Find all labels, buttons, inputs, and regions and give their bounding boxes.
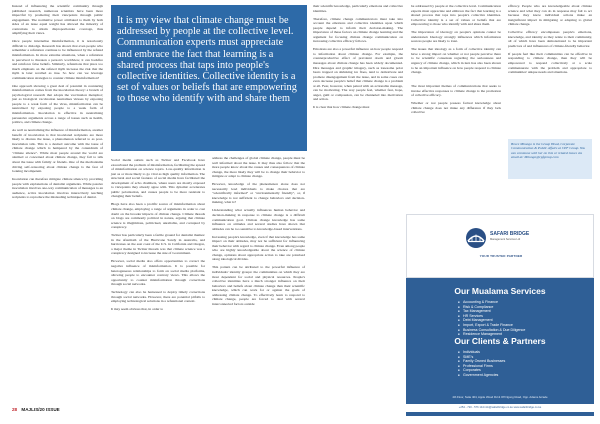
list-item: ■ Import, Export & Trade Finance	[458, 323, 525, 328]
paragraph: The most important themes of communications that seeks to invoke effective responses to climate change is the promotion of collective efficacy.	[411, 84, 501, 98]
paragraph: However, knowledge of the phenomenon alone does not necessarily lead individuals to make choices that are "scientifically informed" or "environmentally friendly", or, if knowledge is not sufficient to change behaviors and decision-making, what is?	[212, 182, 305, 205]
paragraph: If people feel like their communities can be effective in responding to climate change, then they will be empowered to respond collectively at a scale commensurate with the problem and appropriate to communities' unique needs and situations.	[508, 51, 592, 75]
list-item: ■ Individuals	[458, 350, 505, 355]
clients-list	[458, 350, 505, 378]
paragraph: Once people internalise misinformation, it is notoriously difficult to dislodge. Research has shown that even people who remember a refutation continue to be influenced by the refuted misinformation. In more extreme situations, when a refutation is perceived to threaten a person's worldview, it can backfire and reinforce false beliefs. Similarly, refutations that place too much emphasis on the refuted myth increase the risk that the myth is later recalled as true. So how can we leverage communication strategies to counter climate misinformation?	[12, 39, 103, 80]
company-logo	[465, 225, 537, 265]
paragraph: address the challenges of global climate change, people must be well informed about the issue. It may thus also follow that the more people know about the causes and consequences of climate change, the more likely they will be to change their behavior to mitigate or adapt to climate change.	[212, 156, 305, 179]
list-item: ■ Debt Management	[458, 318, 525, 323]
paragraph: Increasing people's knowledge, even if that knowledge has some impact on their attitudes, may not be sufficient for influencing their behavior with regard to climate change. Even among people who are highly knowledgeable about the science of climate change, opinions about appropriate action to take are polarised along ideological divides.	[212, 234, 305, 262]
author-bio-box: Bruce Mbungo is the Group Head, Corporate Communication & Public Affairs at CPF Group. You can commune with her on this or related issues via email at: Mbungo@cpfgroup.com	[508, 139, 592, 179]
paragraph: As well as neutralising the influence of misinformation, another benefit of inoculation is that inoculated recipients are more likely to discuss the issue, a phenomenon referred to as post-inoculation talk. This is a desired outcome with the issue of climate change which is hampered by the conundrum of "climate silence". While most people around the world are alarmed or concerned about climate change, they fail to talk about the issue with family or friends. One of the mechanisms driving self-censoring about climate change is the fear of looking incompetent.	[12, 128, 103, 174]
paragraph: This pattern can be attributed to the powerful influence of individuals' identity groups: the communities on which they are most dependent for social and physical resources. People's collective identities have a much stronger influence on their behaviors and beliefs about climate change than their scientific knowledge, which can work for or against the goals of addressing climate change. To effectively learn to respond to climate change, people are forced to deal with several interconnected factors outside	[212, 265, 305, 306]
list-item: ■ HR Services	[458, 314, 525, 319]
company-name: SAFARI BRIDGE	[490, 231, 530, 237]
list-item: ■ SME's	[458, 355, 505, 360]
page-number: 28	[12, 407, 18, 412]
list-item: ■ Accounting & Finance	[458, 300, 525, 305]
paragraph: Twitter has particularly been a fertile ground for denialist themes: in the aftermath of the Hurricane Sandy in Australia, and hurricanes on the east coast of the U.S. in California and Oregon, a major theme in Twitter threads was that climate science was a conspiracy designed to increase the size of Government.	[111, 233, 205, 256]
paragraph: efficacy. People who are knowledgeable about climate science and what they can do in response may fail to act because they know individual actions make an insignificant impact in mitigating or adapting to global climate change.	[508, 4, 592, 27]
article-column-1	[12, 4, 103, 203]
clients-heading: Our Clients & Partners	[454, 336, 546, 346]
article-column-6	[508, 4, 592, 78]
list-item: ■ Government Agencies	[458, 373, 505, 378]
paragraph: It is clear that how climate change must	[313, 105, 370, 110]
paragraph: be addressed by people at the collective level. Communication experts must appreciate and embrace the fact that learning is a shared process that taps into people's collective identities. Collective identity is a set of values or beliefs that are empowering to those who identify with and share them.	[411, 4, 501, 27]
article-column-4	[313, 4, 403, 113]
paragraph: Social media outlets such as Twitter and Facebook have exacerbated the problem of misinformation, facilitating the spread of misinformation on science topics. Low-quality information is just as or more likely to go viral as high quality information. The structural and social features of social media have facilitated the development of echo chambers, where users are mostly exposed to viewpoints they already agree with. This dynamic accelerates public polarisation, and causes people to be more resistant to changing their beliefs.	[111, 158, 205, 199]
paragraph: Understanding what actually influences human behavior and decision-making in response to climate change is a difficult communication goal. Climate change knowledge has some influence on attitudes and several studies have shown that attitudes can be too sensitive to knowledge-based interventions.	[212, 208, 305, 231]
company-tagline: YOUR TRUSTED PARTNER	[479, 254, 523, 258]
column-2-body	[111, 158, 205, 315]
paragraph: The importance of ideology on people's opinions cannot be understated. Ideology strongly influences which information sources people are likely to trust.	[411, 30, 501, 44]
list-item: ■ Risk & Compliance	[458, 305, 525, 310]
publication-name: MAJLIS/20 ISSUE	[21, 407, 60, 412]
paragraph: It may seem obvious that, in order to	[111, 307, 164, 312]
ad-address: 4th Floor, Suite 404, Apple Wood Rd & Off Ngong Road, Opp. Adams Arcade	[452, 395, 548, 399]
services-heading: Our Mualama Services	[454, 286, 546, 296]
paragraph: Collective efficacy encompasses people's emotions, knowledge, and identity as they relate to their community, all of which have been demonstrated to be important predictors of and influencers of climate-friendly behavior.	[508, 30, 592, 48]
article-column-3	[212, 156, 305, 310]
advertisement	[406, 214, 594, 416]
paragraph: Blogs have also been a prolific source of misinformation about climate change, employing a range of arguments in order to cast doubt on the broader impacts of climate change. Climate threads on blogs are commonly political in nature, arguing that climate science is illegitimate, politicised, unreliable, and corrupted by conspiracy.	[111, 202, 205, 230]
article-column-5	[411, 4, 501, 118]
paragraph: The issues that ideology as a form of collective identity can have a strong impact on whether or not people perceive there to be scientific consensus regarding the seriousness and urgency of climate change, which in turn has also been shown to be an important influence on how people respond to climate change.	[411, 47, 501, 75]
paragraph: Instead of influencing the scientific community through published research, numerous scientists have been more impactful by promoting their viewpoints through public engagement. The normative power attributed to them by both sides of an issue equal weight has allowed the minority of contrarians to obtain disproportionate coverage, thus amplifying their views.	[12, 4, 103, 36]
ad-contact-bar: +254 - 720 - 576 144 info@safaribridge.co.ke www.safaribridge.co.ke	[406, 404, 594, 412]
list-item: ■ Business Consultation & Due Diligence	[458, 328, 525, 333]
paragraph: Whether or not people possess factual knowledge about climate change does not make any difference if they lack collective	[411, 101, 501, 115]
paragraph: One approach showing a great deal of potential in countering misinformation comes from the inoculation theory: a branch of psychological research that adopts the vaccination metaphor; just as biological vaccination neutralises viruses by exposing people to a weak form of the virus, misinformation can be neutralised by exposing people to a weak form of misinformation. Inoculation is effective in neutralising persuasive arguments across a range of issues such as health, politics, and climate change.	[12, 83, 103, 125]
services-list	[458, 300, 525, 337]
list-item: ■ Family Owned Businesses	[458, 359, 505, 364]
list-item: ■ Corporates	[458, 368, 505, 373]
bridge-logo-icon	[465, 227, 487, 249]
paragraph: Emotions are also a powerful influence on how people respond to information about climate change. For example, the counterproductive effect of prevalent doom and gloom messages about climate change has been widely documented. Dire messages and graphic imagery, such as lonesome polar bears trapped on shrinking ice floes, tend to demotivate and promote disengagement from the issue, and in some cases can even decrease people's belief that climate change is a problem at all. Fear, however, when paired with an actionable message, can be motivating. The way people feel, whether fear, hope, anger, guilt or compassion, can be channeled into motivation and action.	[313, 47, 403, 102]
paragraph: their scientific knowledge, particularly emotions and collective identities.	[313, 4, 403, 13]
company-subtitle: Management Services Ltd	[490, 238, 521, 241]
paragraph: Technology can also be harnessed to deploy timely corrections through social networks. However, there are potential pitfalls to employing technological solutions in a refutational context.	[111, 290, 205, 304]
paragraph: Inoculation can therefore mitigate climate silence by providing people with explanations of denialist arguments. While passive inoculation involves one-way communication of messages to an audience, active inoculation involves interactively teaching recipients to reproduce the misleading techniques of denial.	[12, 177, 103, 200]
pull-quote: It is my view that climate change must be addressed by people at the collective level. Communication experts must appreciate and embrace the fact that learning is a shared process that taps into people's collective identities. Collective identity is a set of values or beliefs that are empowering to those who identify with and share them	[111, 5, 307, 151]
page-footer	[12, 407, 60, 412]
paragraph: Therefore, climate change communicators must take into account the emotions and collective identities upon which people depend to inform their decision-making. The importance of these factors on climate change learning and the argument for focusing climate change communication on increasing collective efficacy follows.	[313, 16, 403, 44]
ad-logo-panel	[406, 214, 594, 278]
list-item: ■ Tax Management	[458, 309, 525, 314]
list-item: ■ Residence Management	[458, 332, 525, 337]
list-item: ■ Professional Firms	[458, 364, 505, 369]
paragraph: However, social media also offers opportunities to correct the negative influence of misinformation. It is possible for heterogeneous relationships to form on social media platforms, allowing people to encounter contrary views. This allows the opportunity to counter misinformation through corrections through social networks.	[111, 259, 205, 287]
